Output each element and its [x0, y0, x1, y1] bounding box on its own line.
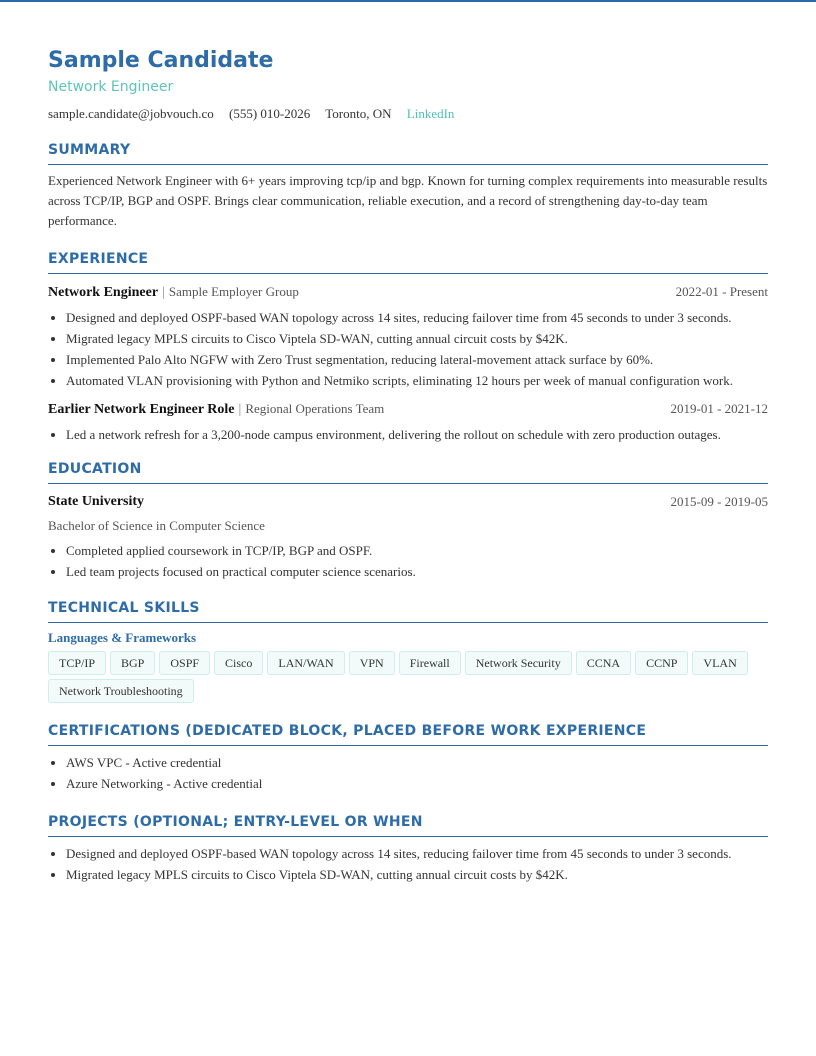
list-item: • Led team projects focused on practical computer science scenarios. — [66, 561, 768, 582]
skill-chip: OSPF — [159, 651, 210, 675]
top-accent-bar — [0, 0, 816, 2]
education-dates: 2015-09 - 2019-05 — [670, 494, 768, 509]
job-org: Regional Operations Team — [245, 401, 385, 416]
list-item: • Implemented Palo Alto NGFW with Zero Trust segmentation, reducing lateral-movement attack surface by 60%. — [66, 349, 768, 370]
experience-section — [48, 249, 768, 445]
list-item: • Migrated legacy MPLS circuits to Cisco Viptela SD-WAN, cutting annual circuit costs by $42K. — [66, 328, 768, 349]
skill-chips — [48, 651, 768, 703]
list-item: • Migrated legacy MPLS circuits to Cisco Viptela SD-WAN, cutting annual circuit costs by $42K. — [66, 864, 768, 885]
skill-chip: CCNP — [635, 651, 688, 675]
list-item: • AWS VPC - Active credential — [66, 752, 768, 773]
candidate-role: Network Engineer — [48, 79, 174, 95]
skills-section — [48, 598, 768, 703]
job-dates: 2019-01 - 2021-12 — [670, 401, 768, 416]
certifications-section — [48, 721, 768, 794]
education-heading: EDUCATION — [48, 459, 768, 484]
contact-line — [48, 104, 768, 124]
education-header — [48, 492, 768, 512]
contact-email[interactable]: sample.candidate@jobvouch.co — [48, 106, 214, 121]
linkedin-link[interactable]: LinkedIn — [406, 106, 455, 121]
skill-chip: VPN — [349, 651, 395, 675]
list-item: • Designed and deployed OSPF-based WAN topology across 14 sites, reducing failover time from 45 seconds to under 3 seconds. — [66, 307, 768, 328]
job-separator: | — [162, 285, 165, 300]
list-item: • Automated VLAN provisioning with Python and Netmiko scripts, eliminating 12 hours per week of manual configuration work. — [66, 370, 768, 391]
list-item: • Led a network refresh for a 3,200-node campus environment, delivering the rollout on schedule with zero production outages. — [66, 424, 768, 445]
skill-category: Languages & Frameworks — [48, 630, 197, 645]
summary-section — [48, 140, 768, 231]
resume-header — [48, 46, 768, 124]
project-bullets — [48, 843, 768, 885]
job-bullets — [48, 424, 768, 445]
job-dates: 2022-01 - Present — [675, 284, 768, 299]
job-title: Network Engineer — [48, 285, 159, 300]
summary-text: Experienced Network Engineer with 6+ years improving tcp/ip and bgp. Known for turning complex requirements into measurable results across TCP/IP, BGP and OSPF. Brings clear communication, reliable execution, and a record of strengthening day-to-day team performance. — [48, 173, 768, 228]
job-separator: | — [238, 402, 242, 417]
skill-chip: Network Security — [465, 651, 572, 675]
education-section — [48, 459, 768, 582]
skill-chip: BGP — [110, 651, 155, 675]
job-entry — [48, 282, 768, 391]
list-item: • Designed and deployed OSPF-based WAN topology across 14 sites, reducing failover time from 45 seconds to under 3 seconds. — [66, 843, 768, 864]
skill-chip: Firewall — [399, 651, 461, 675]
skill-chip: CCNA — [576, 651, 631, 675]
experience-heading: EXPERIENCE — [48, 249, 768, 274]
candidate-name: Sample Candidate — [48, 48, 274, 73]
certification-bullets — [48, 752, 768, 794]
list-item: • Azure Networking - Active credential — [66, 773, 768, 794]
summary-heading: SUMMARY — [48, 140, 768, 165]
skill-chip: Network Troubleshooting — [48, 679, 194, 703]
contact-location: Toronto, ON — [325, 106, 392, 121]
job-header — [48, 282, 768, 303]
resume-page — [48, 46, 768, 885]
certifications-heading: CERTIFICATIONS (DEDICATED BLOCK, PLACED BEFORE WORK EXPERIENCE — [48, 721, 768, 746]
skill-chip: Cisco — [214, 651, 263, 675]
school-name: State University — [48, 494, 145, 509]
job-bullets — [48, 307, 768, 391]
projects-section — [48, 812, 768, 885]
job-header — [48, 399, 768, 420]
list-item: • Completed applied coursework in TCP/IP, BGP and OSPF. — [66, 540, 768, 561]
job-org: Sample Employer Group — [168, 284, 299, 299]
skill-chip: LAN/WAN — [267, 651, 344, 675]
job-entry — [48, 399, 768, 445]
skill-chip: TCP/IP — [48, 651, 106, 675]
degree-name: Bachelor of Science in Computer Science — [48, 518, 265, 533]
skill-chip: VLAN — [692, 651, 747, 675]
projects-heading: PROJECTS (OPTIONAL; ENTRY-LEVEL OR WHEN — [48, 812, 768, 837]
job-title: Earlier Network Engineer Role — [48, 402, 235, 417]
skills-heading: TECHNICAL SKILLS — [48, 598, 768, 623]
education-bullets — [48, 540, 768, 582]
contact-phone: (555) 010-2026 — [229, 106, 311, 121]
